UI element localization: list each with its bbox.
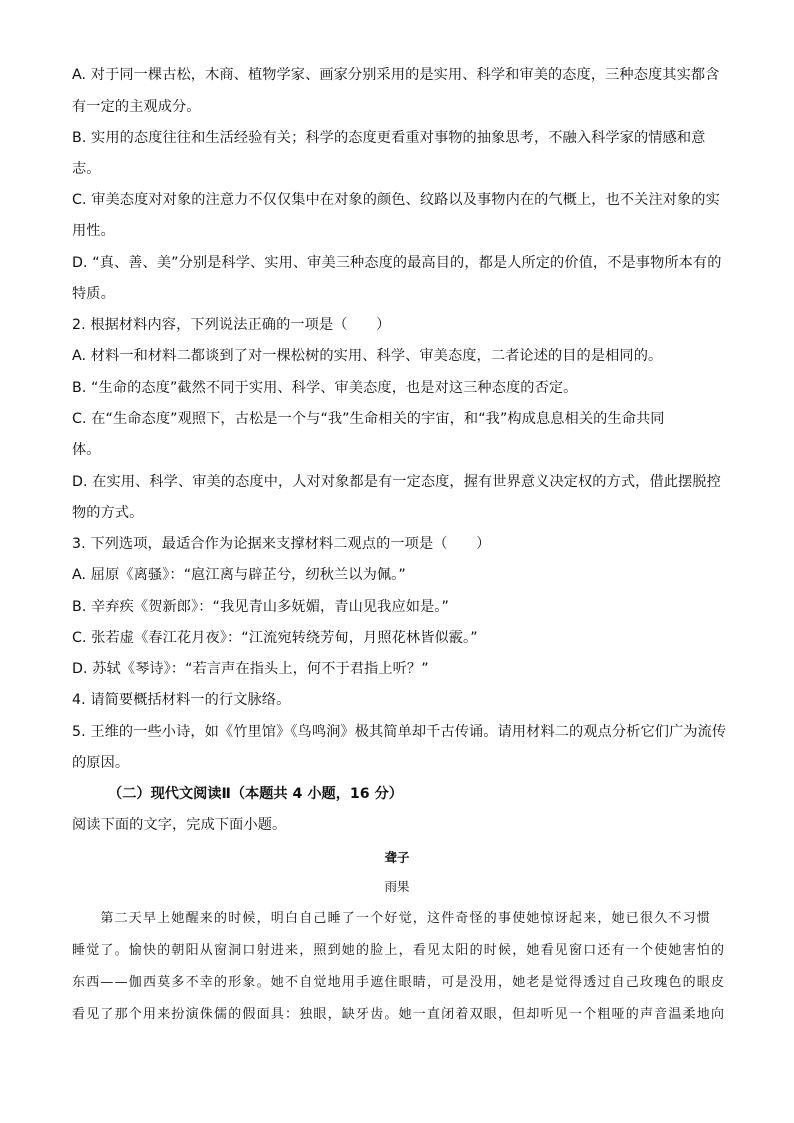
story-title: 聋子 [384, 850, 410, 865]
story-line-3: 东西——伽西莫多不幸的形象。她不自觉地用手遮住眼睛，可是没用，她老是觉得透过自己玫瑰色的眼皮 [72, 975, 726, 990]
q2-option-c-line-2: 体。 [72, 442, 101, 458]
q1-option-a-line-1: A. 对于同一棵古松，木商、植物学家、画家分别采用的是实用、科学和审美的态度，三种态度其实都含 [72, 67, 720, 83]
section-title: （二）现代文阅读Ⅱ（本题共 4 小题，16 分） [108, 786, 403, 802]
q1-option-d-line-2: 特质。 [72, 286, 115, 302]
q1-option-b-line-2: 志。 [72, 161, 101, 177]
section-instruction: 阅读下面的文字，完成下面小题。 [72, 817, 287, 833]
q5-line-2: 的原因。 [72, 755, 130, 771]
q3-stem: 3. 下列选项，最适合作为论据来支撑材料二观点的一项是（ ） [72, 536, 491, 552]
story-line-1: 第二天早上她醒来的时候，明白自己睡了一个好觉，这件奇怪的事使她惊讶起来，她已很久不习惯 [72, 911, 712, 926]
q3-option-d: D. 苏轼《琴诗》：“若言声在指头上，何不于君指上听？” [72, 661, 429, 677]
q2-option-d-line-1: D. 在实用、科学、审美的态度中，人对对象都是有一定态度，握有世界意义决定权的方式，借此摆脱控 [72, 474, 721, 490]
q2-option-c-line-1: C. 在“生命态度”观照下，古松是一个与“我”生命相关的宇宙，和“我”构成息息相关的生命共同 [72, 411, 665, 427]
q2-option-b: B. “生命的态度”截然不同于实用、科学、审美态度，也是对这三种态度的否定。 [72, 380, 578, 396]
story-author: 雨果 [384, 879, 410, 894]
q1-option-b-line-1: B. 实用的态度往往和生活经验有关；科学的态度更看重对事物的抽象思考，不融入科学家的情感和意 [72, 130, 706, 146]
story-line-4: 看见了那个用来扮演侏儒的假面具：独眼，缺牙齿。她一直闭着双眼，但却听见一个粗哑的声音温柔地向 [72, 1007, 726, 1022]
q2-stem: 2. 根据材料内容，下列说法正确的一项是（ ） [72, 317, 391, 333]
q3-option-b: B. 辛弃疾《贺新郎》：“我见青山多妩媚，青山见我应如是。” [72, 599, 449, 615]
q4-stem: 4. 请简要概括材料一的行文脉络。 [72, 692, 291, 708]
q2-option-d-line-2: 物的方式。 [72, 505, 144, 521]
q1-option-a-line-2: 有一定的主观成分。 [72, 99, 201, 115]
q1-option-d-line-1: D. “真、善、美”分别是科学、实用、审美三种态度的最高目的，都是人所定的价值，不是事物所本有的 [72, 255, 722, 271]
q5-line-1: 5. 王维的一些小诗，如《竹里馆》《鸟鸣涧》极其简单却千古传诵。请用材料二的观点分析它们广为流传 [72, 724, 727, 740]
q1-option-c-line-2: 用性。 [72, 223, 115, 239]
q3-option-c: C. 张若虚《春江花月夜》：“江流宛转绕芳甸，月照花林皆似霰。” [72, 630, 478, 646]
q2-option-a: A. 材料一和材料二都谈到了对一棵松树的实用、科学、审美态度，二者论述的目的是相同的。 [72, 348, 663, 364]
story-line-2: 睡觉了。愉快的朝阳从窗洞口射进来，照到她的脸上，看见太阳的时候，她看见窗口还有一个使她害怕的 [72, 943, 726, 958]
q3-option-a: A. 屈原《离骚》：“扈江离与辟芷兮，纫秋兰以为佩。” [72, 567, 406, 583]
q1-option-c-line-1: C. 审美态度对对象的注意力不仅仅集中在对象的颜色、纹路以及事物内在的气概上，也不关注对象的实 [72, 192, 720, 208]
